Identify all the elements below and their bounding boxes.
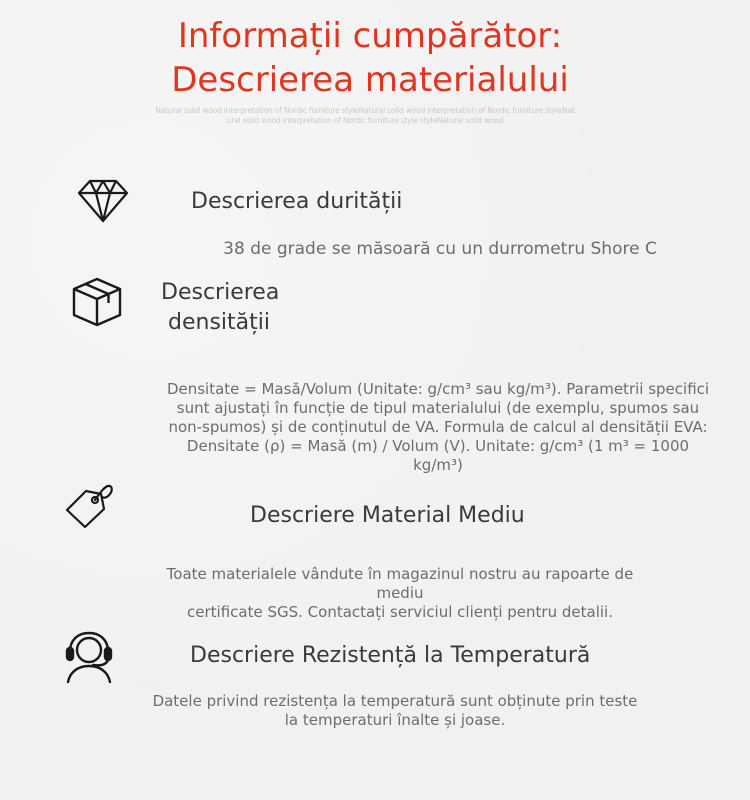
page-title	[0, 14, 740, 102]
section-desc-environment	[150, 565, 650, 622]
section-heading-hardness: Descrierea durității	[191, 189, 403, 214]
section-heading-environment: Descriere Material Mediu	[250, 503, 525, 528]
section-desc-environment-line2: certificate SGS. Contactați serviciul clienți pentru detalii.	[187, 603, 613, 621]
section-heading-temperature: Descriere Rezistență la Temperatură	[190, 643, 591, 668]
section-desc-environment-line1: Toate materialele vândute în magazinul nostru au rapoarte de mediu	[166, 565, 634, 602]
section-desc-density-line4: Densitate (ρ) = Masă (m) / Volum (V). Unitate: g/cm³ (1 m³ = 1000 kg/m³)	[186, 437, 690, 474]
watermark-line1: Natural solid wood interpretation of Nordic furniture styleNatural solid wood interpretation of Nordic furniture styleNat	[155, 106, 575, 115]
section-desc-density-line2: sunt ajustați în funcție de tipul materialului (de exemplu, spumos sau	[176, 399, 700, 417]
diamond-icon	[77, 179, 129, 223]
section-desc-density	[160, 380, 716, 475]
section-desc-temperature	[145, 692, 645, 730]
section-heading-density	[161, 278, 279, 338]
box-icon	[71, 276, 123, 328]
watermark-line2: ural solid wood interpretation of Nordic furniture style styleNatural solid wood	[226, 116, 504, 125]
watermark-text	[140, 106, 590, 126]
tag-icon	[64, 483, 114, 529]
page-title-line2: Descrierea materialului	[171, 60, 569, 100]
section-desc-density-line1: Densitate = Masă/Volum (Unitate: g/cm³ sau kg/m³). Parametrii specifici	[166, 380, 710, 398]
section-desc-density-line3: non-spumos) și de conținutul de VA. Formula de calcul al densității EVA:	[168, 418, 708, 436]
section-desc-temperature-line2: la temperaturi înalte și joase.	[284, 711, 506, 729]
section-desc-hardness: 38 de grade se măsoară cu un durrometru Shore C	[223, 239, 657, 259]
page-title-line1: Informații cumpărător:	[177, 16, 563, 56]
headset-icon	[64, 630, 114, 684]
section-desc-temperature-line1: Datele privind rezistența la temperatură sunt obținute prin teste	[152, 692, 638, 710]
section-heading-density-line1: Descrierea	[161, 280, 280, 305]
section-heading-density-line2: densității	[168, 310, 270, 335]
